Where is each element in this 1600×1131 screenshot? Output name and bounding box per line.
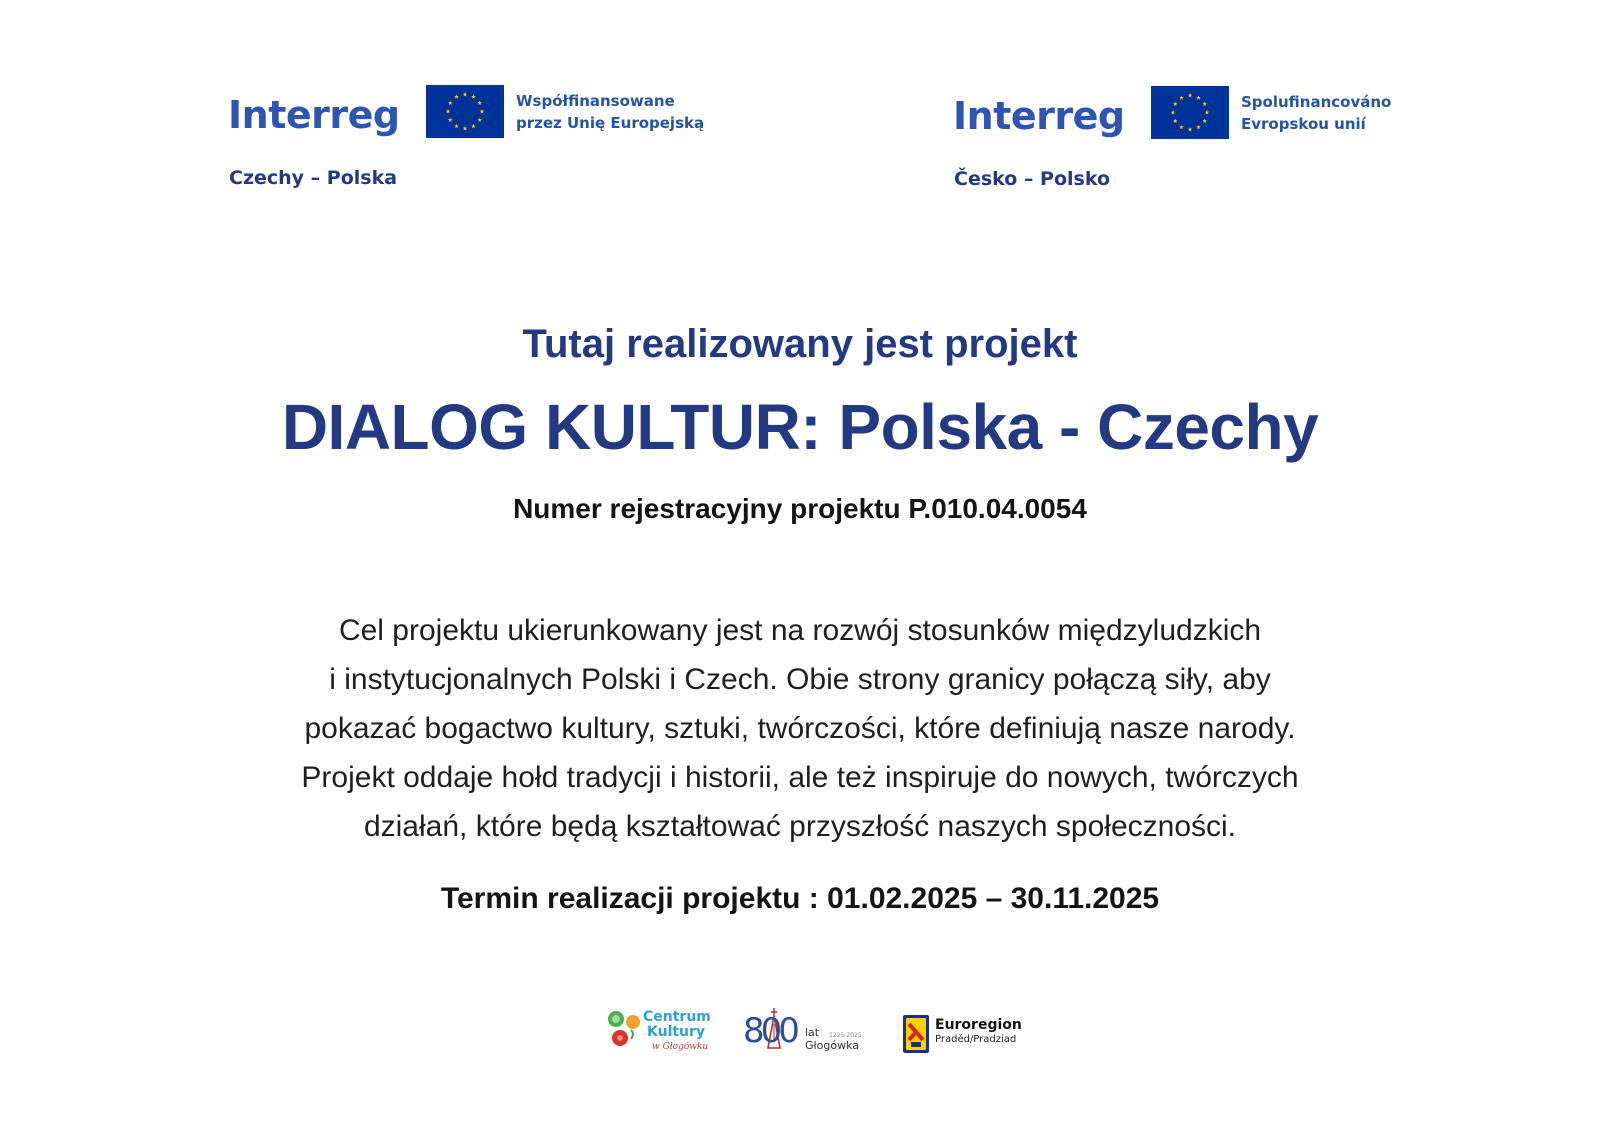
project-description [0,606,1600,851]
anniversary-town: Głogówka [805,1039,860,1052]
eu-flag-icon [426,85,504,138]
region-label: Czechy – Polska [229,167,398,189]
cofinance-text [1241,91,1391,135]
cofinance-line-2: przez Unię Europejską [516,114,705,132]
cofinance-line-2: Evropskou unií [1241,115,1366,133]
anniversary-number: 800 [743,1011,796,1051]
cofinance-text [516,90,704,134]
interreg-wordmark: Interreg [953,94,1125,138]
eu-flag-icon [1151,86,1229,139]
cofinance-line-1: Współfinansowane [516,92,675,110]
anniversary-lat: lat [805,1026,820,1039]
interreg-wordmark: Interreg [228,93,400,137]
centrum-script: w Głogówku [652,1042,709,1052]
centrum-kultury-name [643,1010,711,1040]
euroregion-title: Euroregion [935,1017,1022,1033]
region-label: Česko – Polsko [954,168,1111,190]
centrum-line-2: Kultury [647,1024,706,1040]
project-subheading: Tutaj realizowany jest projekt [522,322,1078,366]
anniversary-years: 1225-2025 [829,1032,862,1039]
description-line: pokazać bogactwo kultury, sztuki, twórczości, które definiują nasze narody. [304,712,1296,745]
euroregion-subtitle: Praděd/Pradziad [935,1034,1017,1045]
cofinance-line-1: Spolufinancováno [1241,93,1392,111]
description-line: działań, które będą kształtować przyszłość naszych społeczności. [363,810,1237,843]
description-line: Projekt oddaje hołd tradycji i historii, ale też inspiruje do nowych, twórczych [301,761,1299,794]
description-line: i instytucjonalnych Polski i Czech. Obie strony granicy połączą siły, aby [329,663,1271,696]
description-line: Cel projektu ukierunkowany jest na rozwój stosunków międzyludzkich [338,614,1262,647]
euroregion-emblem-icon [902,1014,930,1054]
registration-number: Numer rejestracyjny projektu P.010.04.0054 [513,493,1087,524]
centrum-emblem-icon [606,1008,642,1052]
project-dates: Termin realizacji projektu : 01.02.2025 – 30.11.2025 [440,882,1160,915]
project-title: DIALOG KULTUR: Polska - Czechy [281,391,1319,463]
centrum-line-1: Centrum [643,1009,711,1025]
